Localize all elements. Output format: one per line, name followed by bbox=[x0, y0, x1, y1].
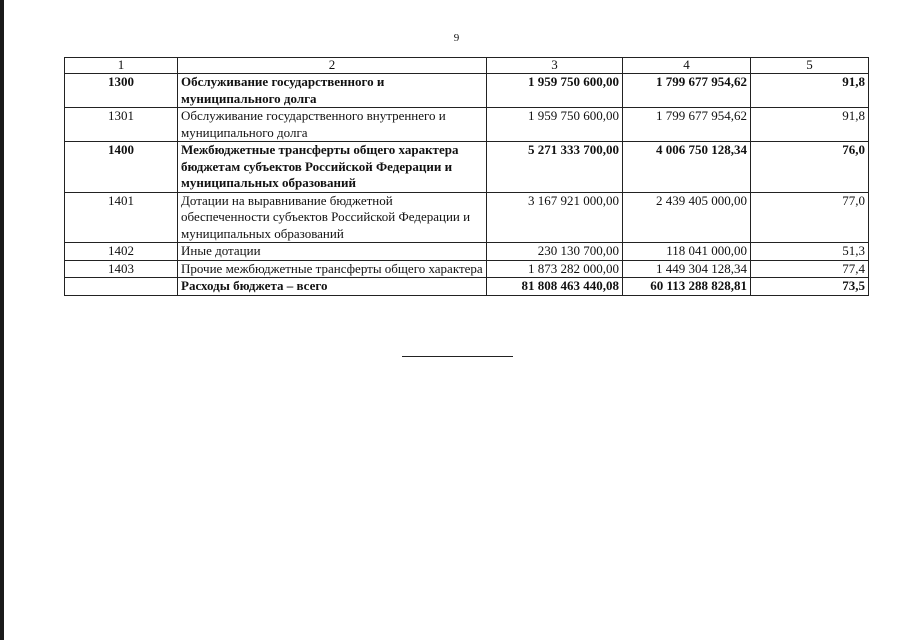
row-planned: 3 167 921 000,00 bbox=[487, 192, 623, 243]
row-actual: 1 799 677 954,62 bbox=[623, 108, 751, 142]
table-row bbox=[65, 74, 869, 108]
row-name: Расходы бюджета – всего bbox=[178, 278, 487, 296]
table-header-row bbox=[65, 58, 869, 74]
header-col-3: 3 bbox=[487, 58, 623, 74]
table-row bbox=[65, 142, 869, 193]
row-percent: 73,5 bbox=[751, 278, 869, 296]
row-planned: 230 130 700,00 bbox=[487, 243, 623, 261]
row-planned: 81 808 463 440,08 bbox=[487, 278, 623, 296]
table-row bbox=[65, 260, 869, 278]
budget-table bbox=[64, 57, 869, 296]
header-col-1: 1 bbox=[65, 58, 178, 74]
table-row bbox=[65, 108, 869, 142]
table-row bbox=[65, 243, 869, 261]
row-percent: 91,8 bbox=[751, 108, 869, 142]
row-name: Обслуживание государственного внутреннего и муниципального долга bbox=[178, 108, 487, 142]
row-actual: 4 006 750 128,34 bbox=[623, 142, 751, 193]
row-actual: 60 113 288 828,81 bbox=[623, 278, 751, 296]
row-code: 1402 bbox=[65, 243, 178, 261]
row-name: Иные дотации bbox=[178, 243, 487, 261]
row-code: 1401 bbox=[65, 192, 178, 243]
row-planned: 1 959 750 600,00 bbox=[487, 74, 623, 108]
row-percent: 77,0 bbox=[751, 192, 869, 243]
row-code bbox=[65, 278, 178, 296]
row-code: 1403 bbox=[65, 260, 178, 278]
row-planned: 1 959 750 600,00 bbox=[487, 108, 623, 142]
row-actual: 2 439 405 000,00 bbox=[623, 192, 751, 243]
page-number: 9 bbox=[453, 32, 460, 44]
header-col-4: 4 bbox=[623, 58, 751, 74]
row-name: Обслуживание государственного и муниципального долга bbox=[178, 74, 487, 108]
row-percent: 91,8 bbox=[751, 74, 869, 108]
row-percent: 76,0 bbox=[751, 142, 869, 193]
row-actual: 1 799 677 954,62 bbox=[623, 74, 751, 108]
table-total-row bbox=[65, 278, 869, 296]
row-percent: 77,4 bbox=[751, 260, 869, 278]
row-percent: 51,3 bbox=[751, 243, 869, 261]
row-name: Межбюджетные трансферты общего характера бюджетам субъектов Российской Федерации и муниципальных образований bbox=[178, 142, 487, 193]
row-code: 1400 bbox=[65, 142, 178, 193]
table-row bbox=[65, 192, 869, 243]
header-col-2: 2 bbox=[178, 58, 487, 74]
row-actual: 118 041 000,00 bbox=[623, 243, 751, 261]
row-name: Дотации на выравнивание бюджетной обеспеченности субъектов Российской Федерации и муниципальных образований bbox=[178, 192, 487, 243]
row-planned: 1 873 282 000,00 bbox=[487, 260, 623, 278]
row-name: Прочие межбюджетные трансферты общего характера bbox=[178, 260, 487, 278]
row-planned: 5 271 333 700,00 bbox=[487, 142, 623, 193]
row-code: 1300 bbox=[65, 74, 178, 108]
end-rule bbox=[402, 356, 513, 357]
header-col-5: 5 bbox=[751, 58, 869, 74]
page-left-edge bbox=[0, 0, 4, 640]
row-actual: 1 449 304 128,34 bbox=[623, 260, 751, 278]
row-code: 1301 bbox=[65, 108, 178, 142]
